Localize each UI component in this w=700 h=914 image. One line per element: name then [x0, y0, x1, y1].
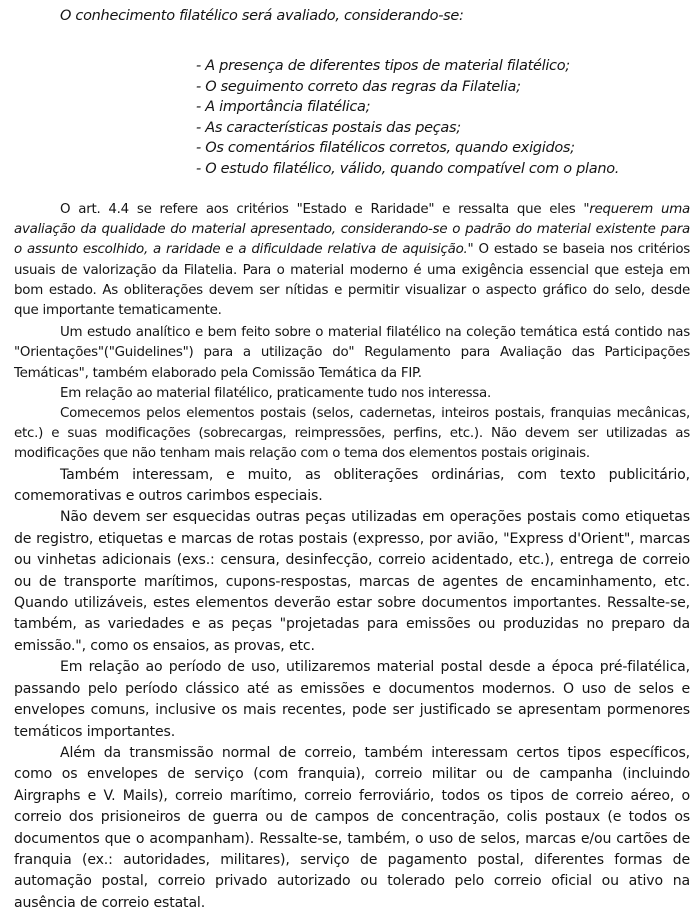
paragraph-estado-raridade — [14, 200, 690, 321]
criteria-item: - O estudo filatélico, válido, quando compatível com o plano. — [196, 160, 620, 177]
body-text — [14, 200, 690, 914]
paragraph-text: O art. 4.4 se refere aos critérios "Estado e Raridade" e ressalta que eles — [60, 202, 584, 217]
criteria-item: - Os comentários filatélicos corretos, quando exigidos; — [196, 140, 575, 156]
criteria-item: - O seguimento correto das regras da Filatelia; — [196, 78, 521, 95]
paragraph-obliteracoes: Também interessam, e muito, as obliterações ordinárias, com texto publicitário, comemorativas e outros carimbos especiais. — [14, 466, 690, 505]
paragraph-material: Em relação ao material filatélico, praticamente tudo nos interessa. — [60, 385, 491, 401]
paragraph-outras-pecas: Não devem ser esquecidas outras peças utilizadas em operações postais como etiquetas de registro, etiquetas e marcas de rotas postais (expresso, por avião, "Express d'Orient", marcas ou vinhetas adicionais (exs.: censura, desinfecção, correio acidentado, etc.), entrega de correio ou de transporte marítimos, cupons-respostas, marcas de agentes de encaminhamento, etc. Quando utilizáveis, estes elementos deverão estar sobre documentos importantes. Ressalte-se, também, as variedades e as peças "projetadas para emissões ou produzidas no preparo da emissão.", como os ensaios, as provas, etc. — [14, 509, 690, 654]
quoted-regulation: "requerem uma avaliação da qualidade do material apresentado, considerando-se o padrão do material existente para o assunto escolhido, a raridade e a dificuldade relativa de aquisição." — [14, 202, 690, 258]
paragraph-guidelines: Um estudo analítico e bem feito sobre o material filatélico na coleção temática está contido nas "Orientações"("Guidelines") para a utilização do" Regulamento para Avaliação das Participações Temáticas", também elaborado pela Comissão Temática da FIP. — [14, 325, 690, 381]
paragraph-periodo-uso: Em relação ao período de uso, utilizaremos material postal desde a época pré-filatélica, passando pelo período clássico até as emissões e documentos modernos. O uso de selos e envelopes comuns, inclusive os mais recentes, pode ser justificado se apresentam pormenores temáticos importantes. — [14, 659, 690, 740]
criteria-item: - A importância filatélica; — [196, 99, 371, 115]
criteria-list — [196, 56, 619, 179]
paragraph-text: O estado se baseia nos critérios usuais de valorização da Filatelia. Para o material moderno é uma exigência essencial que esteja em bom estado. As obliterações devem ser nítidas e permitir visualizar o aspecto gráfico do selo, desde que importante tematicamente. — [14, 242, 690, 319]
paragraph-elementos-postais: Comecemos pelos elementos postais (selos, cadernetas, inteiros postais, franquias mecânicas, etc.) e suas modificações (sobrecargas, reimpressões, perfins, etc.). Não devem ser utilizadas as modificações que não tenham mais relação com o tema dos elementos postais originais. — [14, 406, 690, 462]
paragraph-tipos-correio: Além da transmissão normal de correio, também interessam certos tipos específicos, como os envelopes de serviço (com franquia), correio militar ou de campanha (incluindo Airgraphs e V. Mails), correio marítimo, correio ferroviário, todos os tipos de correio aéreo, o correio dos prisioneiros de guerra ou de campos de concentração, colis postaux (e todos os documentos que o acompanham). Ressalte-se, também, o uso de selos, marcas e/ou cartões de franquia (ex.: autoridades, militares), serviço de pagamento postal, diferentes formas de automação postal, correio privado autorizado ou tolerado pelo correio oficial ou ativo na ausência de correio estatal. — [14, 744, 690, 911]
intro-line: O conhecimento filatélico será avaliado, considerando-se: — [60, 8, 464, 24]
criteria-item: - A presença de diferentes tipos de material filatélico; — [196, 58, 570, 74]
criteria-item: - As características postais das peças; — [196, 119, 461, 136]
